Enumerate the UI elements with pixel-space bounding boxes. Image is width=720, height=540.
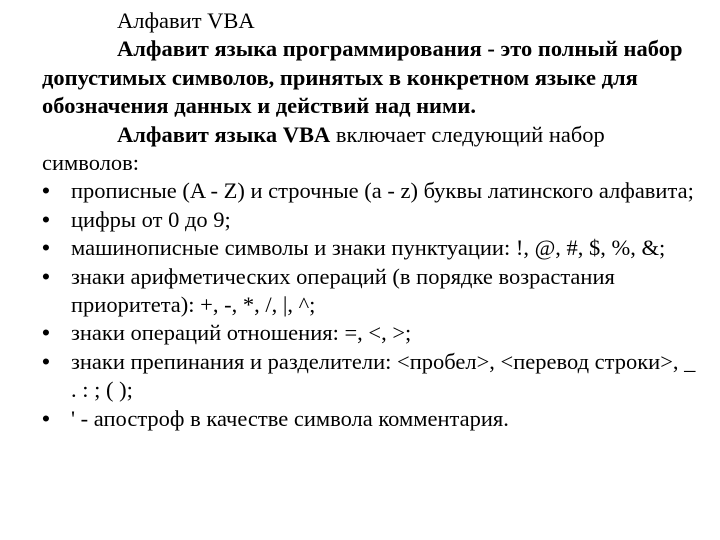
bullet-icon: •: [42, 235, 50, 261]
list-item: [42, 206, 702, 234]
list-item: [42, 263, 702, 320]
list-item-text: знаки операций отношения: =, <, >;: [71, 320, 412, 346]
bullet-icon: •: [42, 263, 50, 289]
bullet-icon: •: [42, 320, 50, 346]
list-item: [42, 319, 702, 347]
slide-title: Алфавит VBA: [117, 8, 255, 33]
bullet-icon: •: [42, 348, 50, 374]
list-item-text: машинописные символы и знаки пунктуации: !, @, #, $, %, &;: [71, 235, 666, 261]
list-item-text: знаки арифметических операций (в порядке возрастания приоритета): +, -, *, /, |, ^;: [71, 263, 615, 318]
list-item: [42, 177, 702, 205]
list-item-text: знаки препинания и разделители: <пробел>, <перевод строки>, _ . : ; ( );: [71, 348, 696, 403]
vba-alphabet-intro: [42, 121, 702, 178]
character-set-list: [42, 177, 702, 433]
bullet-icon: •: [42, 206, 50, 232]
alphabet-definition: Алфавит языка программирования - это полный набор допустимых символов, принятых в конкретном языке для обозначения данных и действий над ними.: [42, 36, 683, 119]
slide-content: [42, 7, 702, 433]
list-item-text: ' - апостроф в качестве символа комментария.: [71, 405, 509, 431]
bullet-icon: •: [42, 405, 50, 431]
intro-bold-term: Алфавит языка VBA: [117, 121, 331, 147]
list-item: [42, 405, 702, 433]
bullet-icon: •: [42, 178, 50, 204]
intro-rest-text: включает следующий набор символов:: [42, 121, 605, 176]
list-item: [42, 234, 702, 262]
list-item-text: прописные (A - Z) и строчные (а - z) буквы латинского алфавита;: [71, 178, 694, 204]
list-item: [42, 348, 702, 405]
list-item-text: цифры от 0 до 9;: [71, 206, 231, 232]
